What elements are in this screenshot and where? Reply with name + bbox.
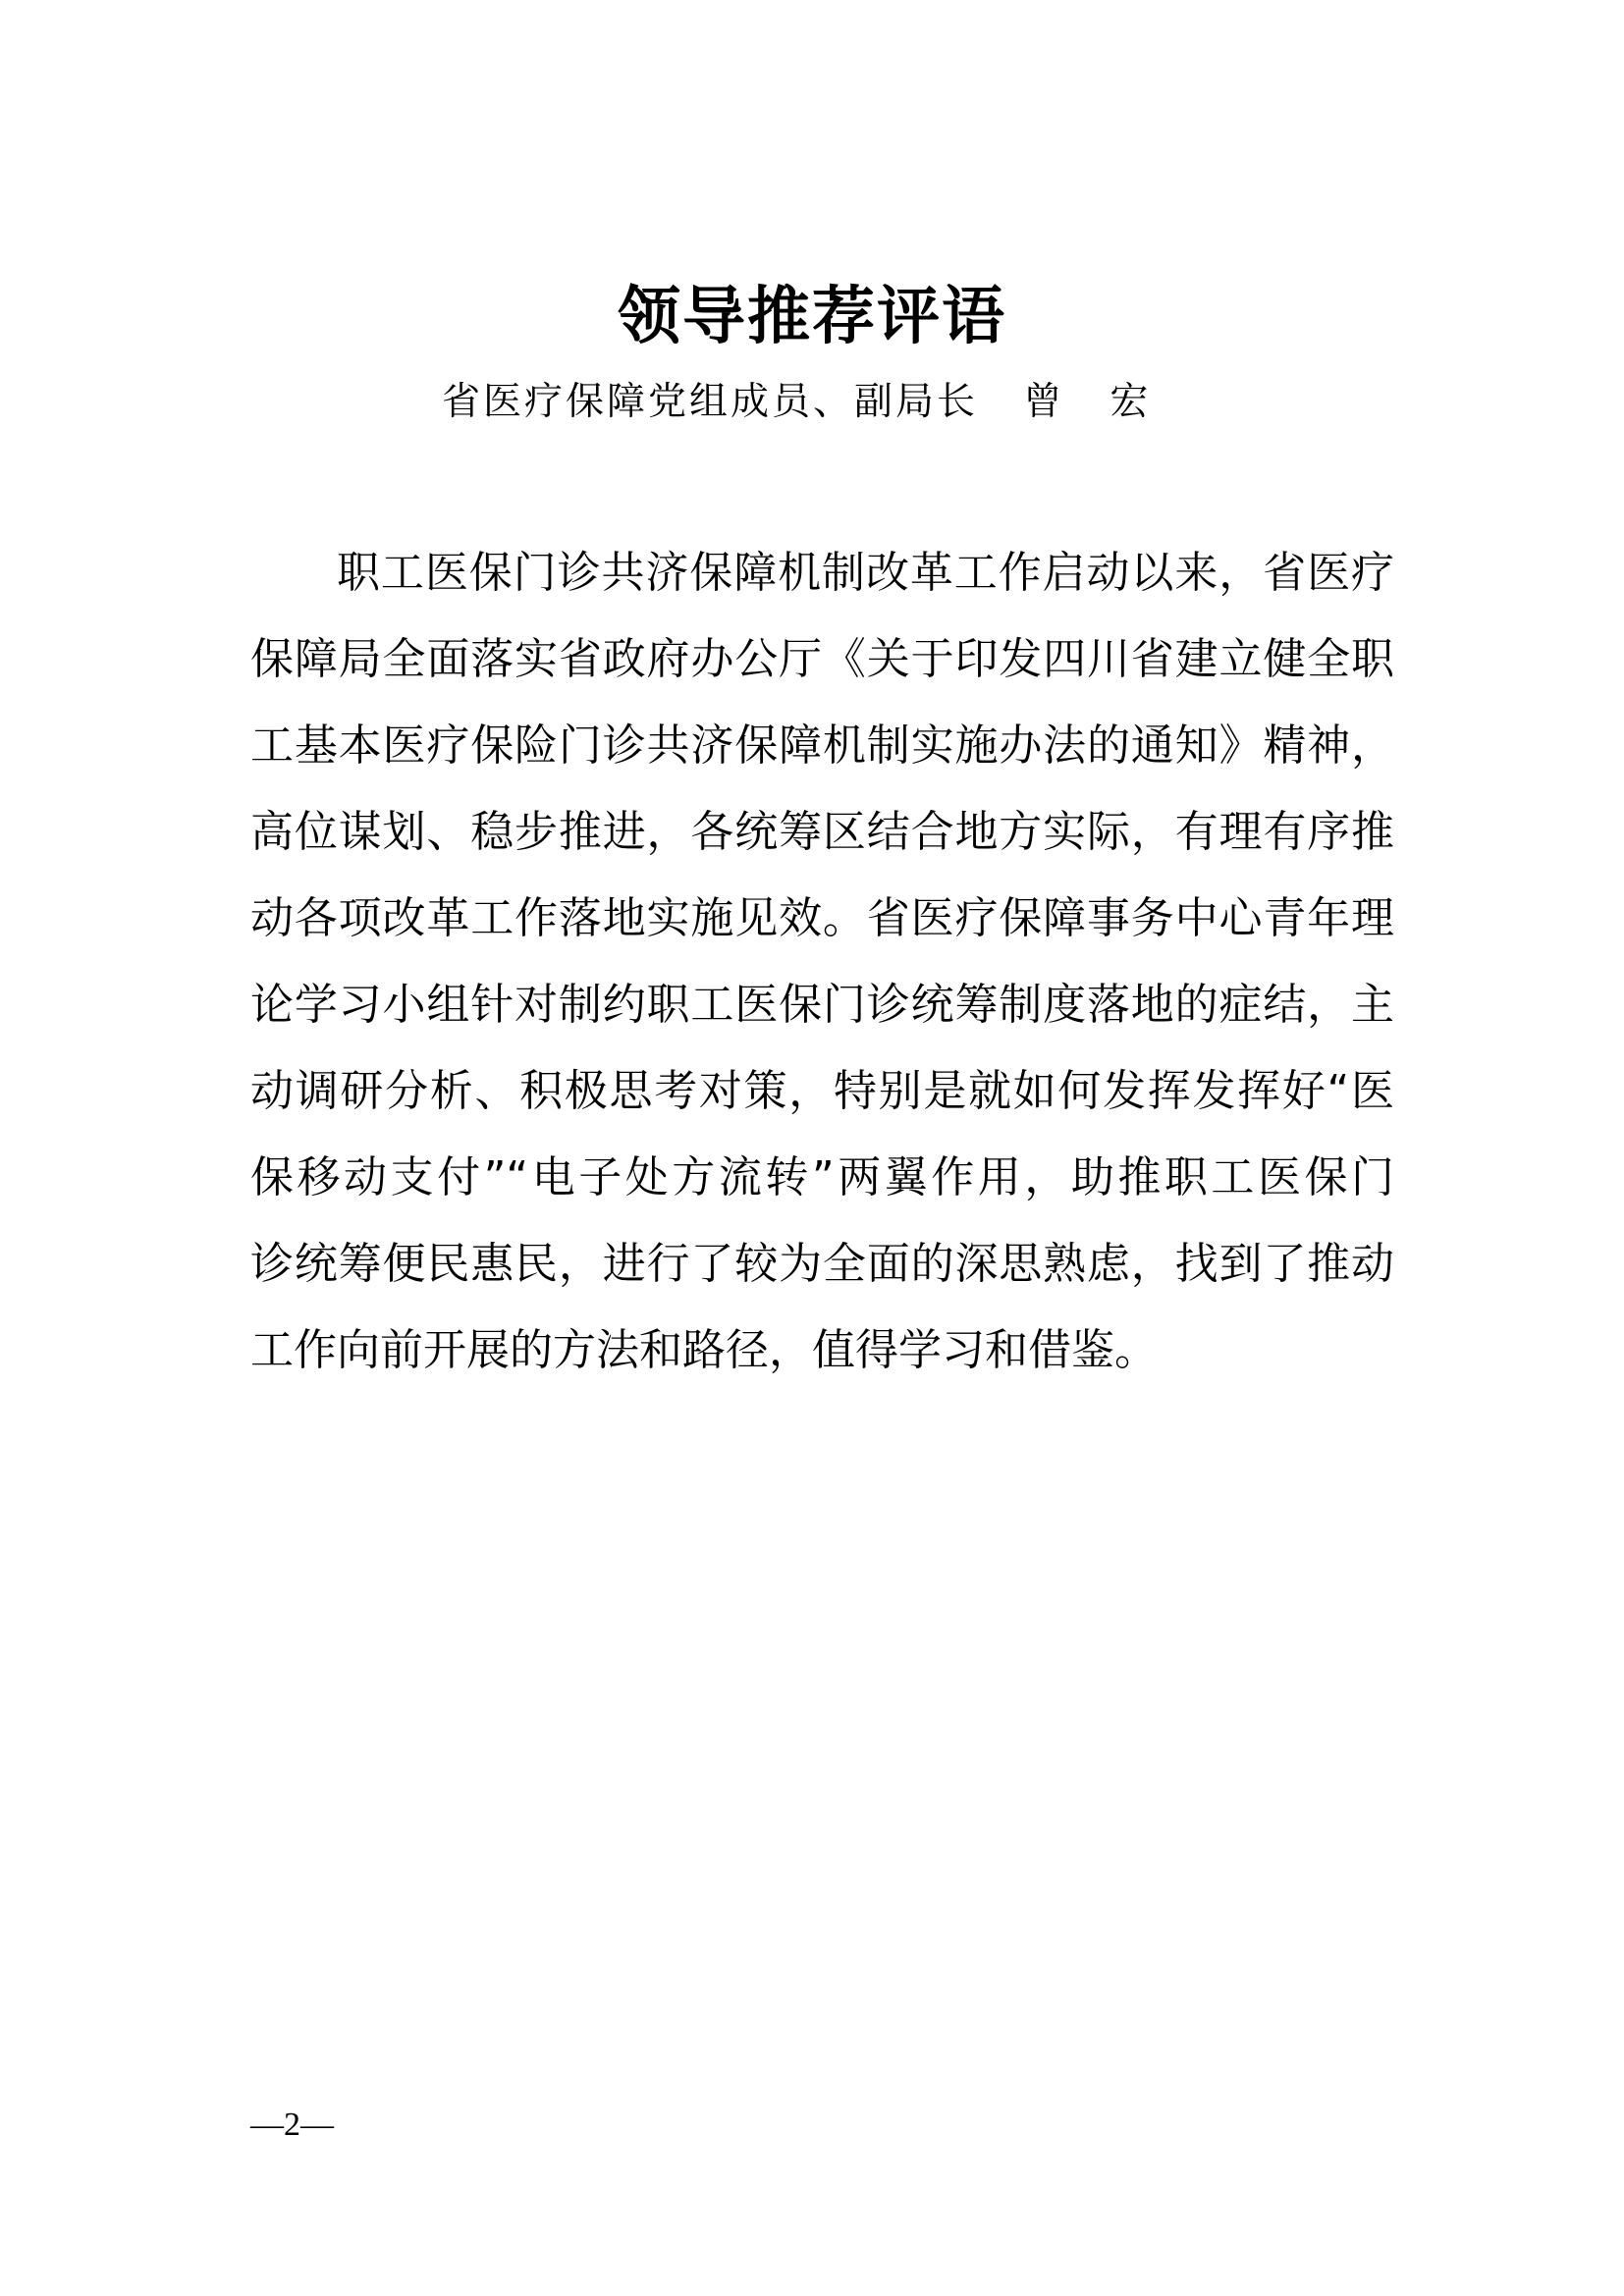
paragraph-line: 高位谋划、稳步推进，各统筹区结合地方实际，有理有序推 — [250, 807, 1394, 857]
body-paragraph — [250, 530, 1394, 1394]
paragraph-line: 动调研分析、积极思考对策，特别是就如何发挥发挥好“医 — [250, 1066, 1394, 1116]
paragraph-line: 论学习小组针对制约职工医保门诊统筹制度落地的症结，主 — [250, 980, 1394, 1030]
author-byline: 省医疗保障党组成员、副局长 曾 宏 — [442, 380, 1152, 424]
paragraph-line: 职工医保门诊共济保障机制改革工作启动以来，省医疗 — [337, 548, 1394, 598]
paragraph-line: 工基本医疗保险门诊共济保障机制实施办法的通知》精神， — [250, 721, 1394, 771]
page-number: —2— — [250, 2107, 334, 2143]
paragraph-line: 工作向前开展的方法和路径，值得学习和借鉴。 — [250, 1325, 1158, 1375]
paragraph-line: 保移动支付”“电子处方流转”两翼作用，助推职工医保门 — [250, 1152, 1394, 1202]
paragraph-line: 诊统筹便民惠民，进行了较为全面的深思熟虑，找到了推动 — [250, 1239, 1394, 1289]
paragraph-line: 保障局全面落实省政府办公厅《关于印发四川省建立健全职 — [250, 634, 1394, 684]
page-title: 领导推荐评语 — [618, 280, 1006, 353]
paragraph-line: 动各项改革工作落地实施见效。省医疗保障事务中心青年理 — [250, 893, 1394, 943]
